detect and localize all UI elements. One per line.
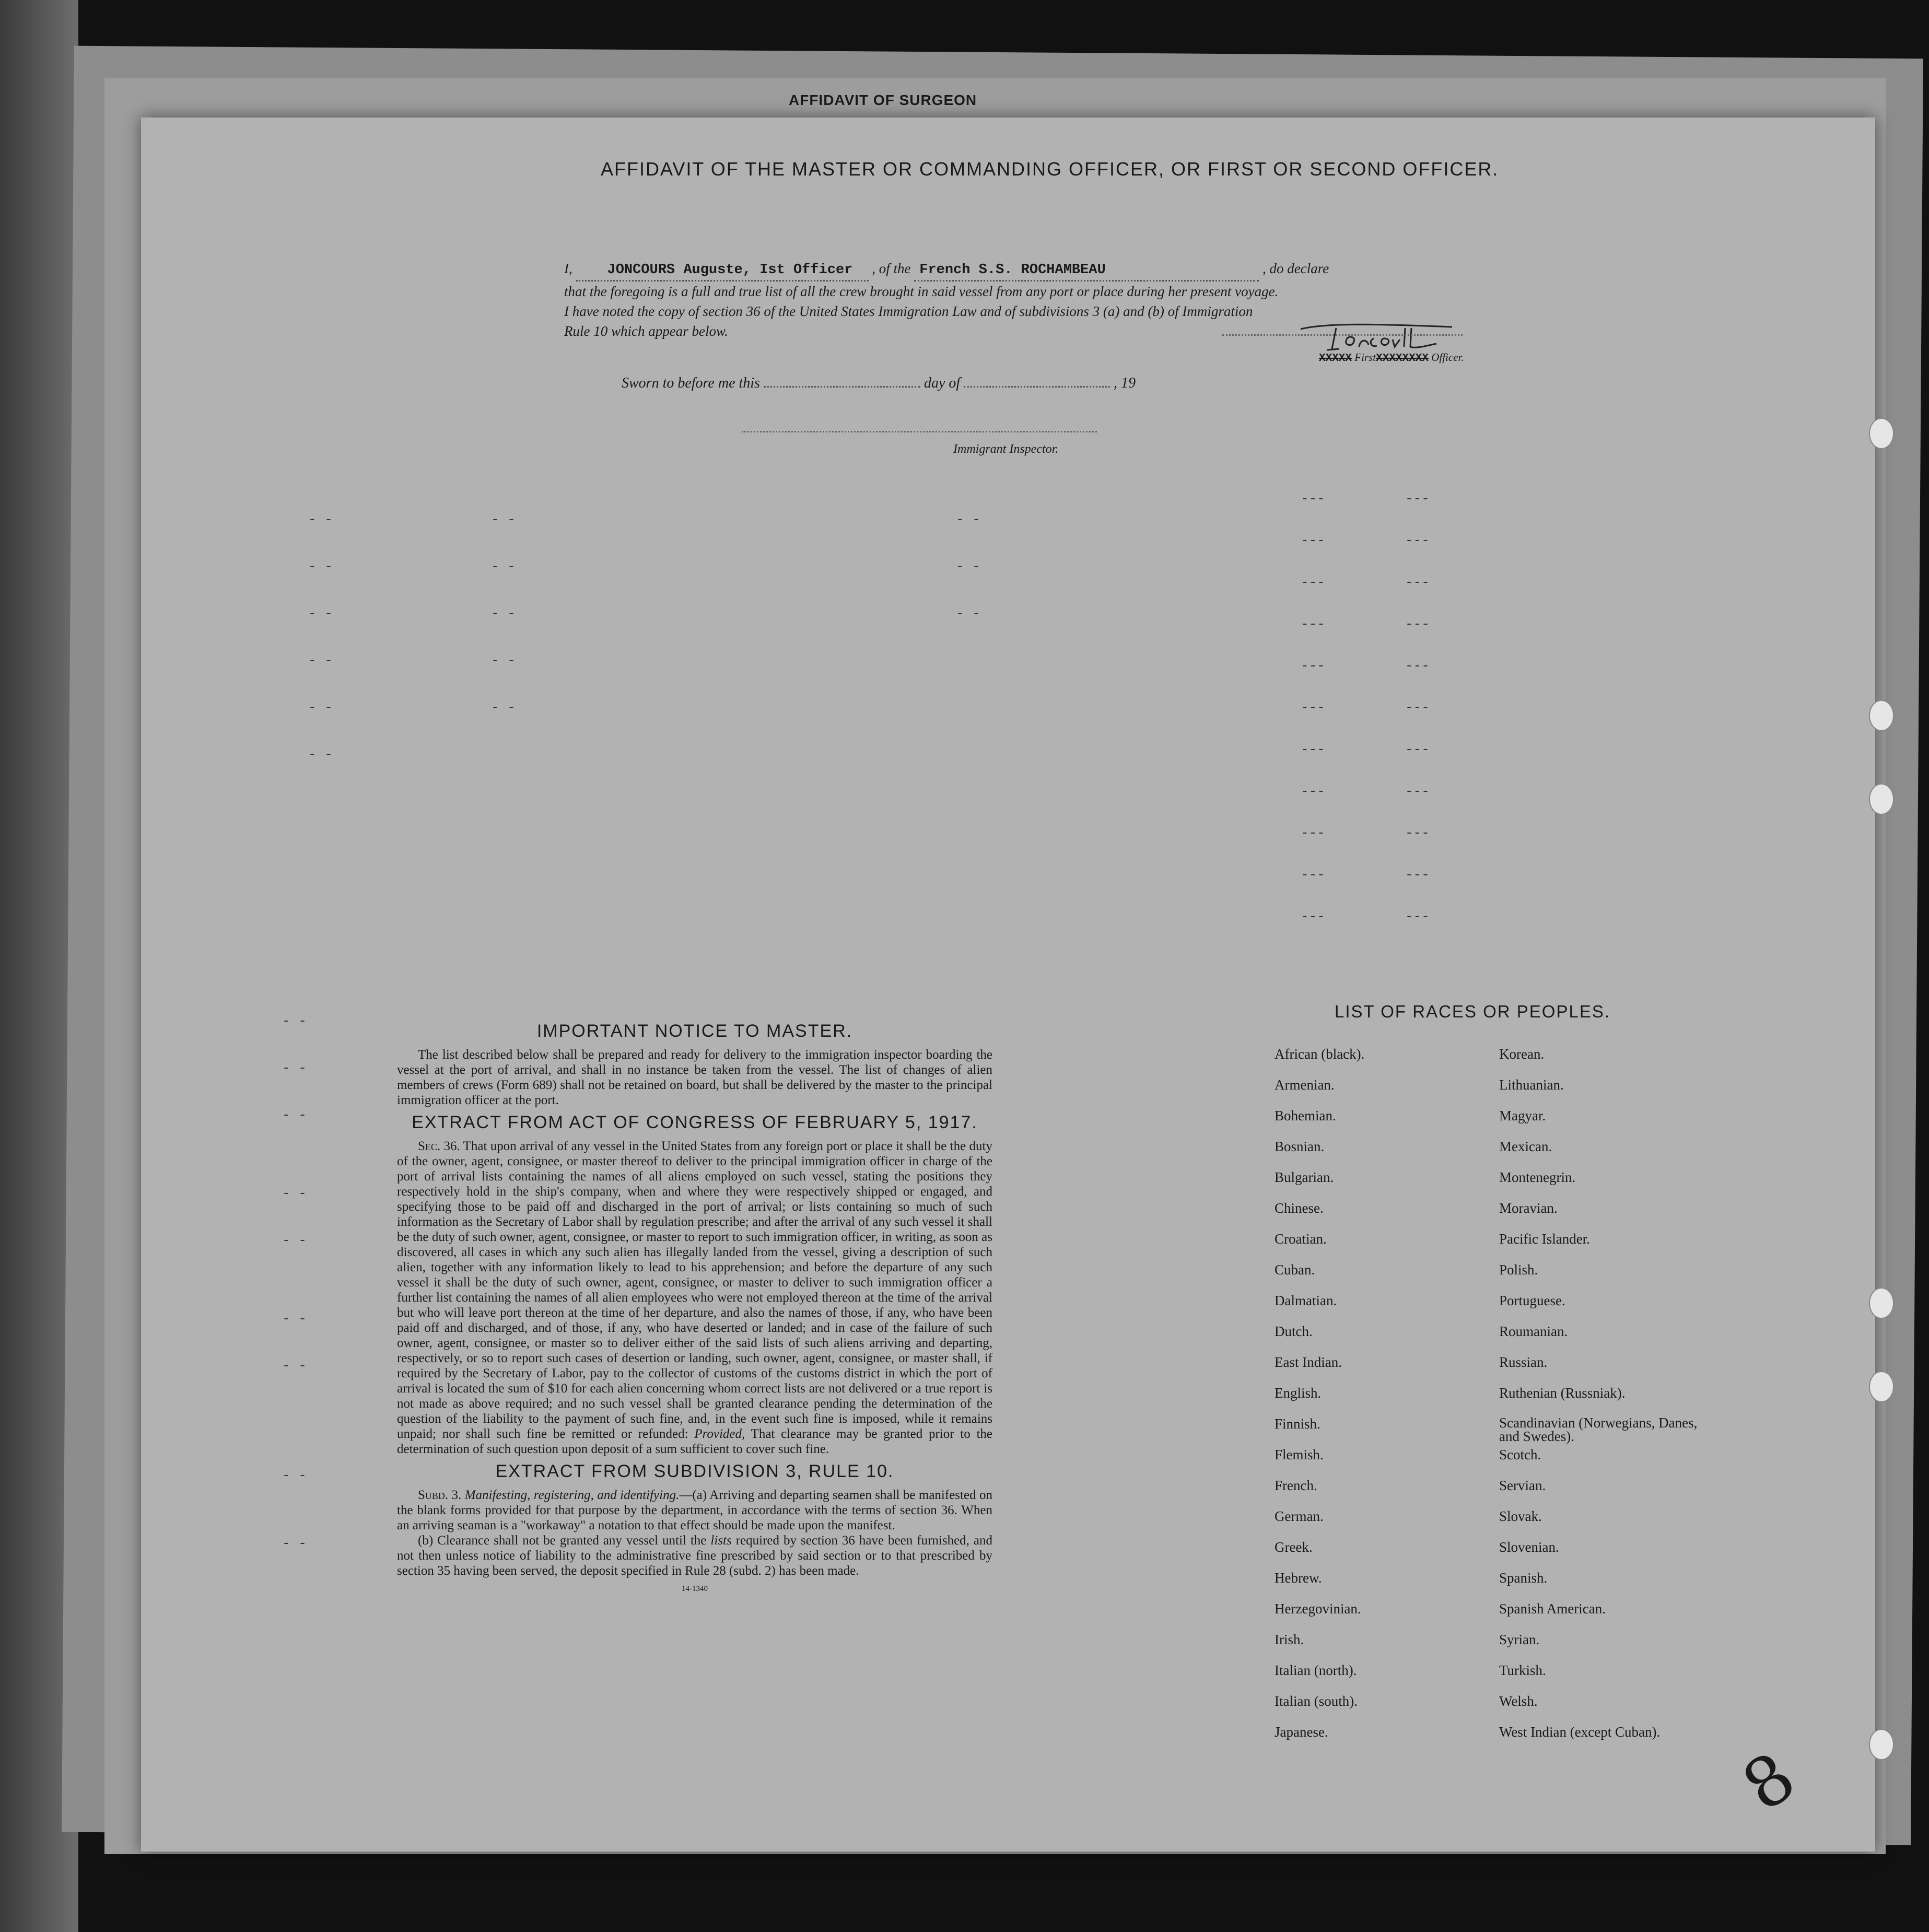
- binder-hole: [1869, 1729, 1894, 1760]
- binder-hole: [1869, 418, 1894, 449]
- race-item: Hebrew.: [1275, 1570, 1322, 1586]
- dash-mark: - -: [491, 700, 516, 716]
- notice-body: The list described below shall be prepared and ready for delivery to the immigration inspector boarding the vessel at the port of arrival, and shall in no instance be taken from the vessel. The list of changes of alien members of crews (Form 689) shall not be retained on board, but shall be delivered by the master to the principal immigration officer at the port.: [397, 1048, 992, 1107]
- dash-mark: ---: [1301, 491, 1325, 507]
- rule-para-b-lists: lists: [710, 1533, 732, 1548]
- officer-strike-1: XXXXX: [1319, 353, 1352, 365]
- dash-mark: - -: [282, 1311, 307, 1327]
- race-item: Spanish.: [1499, 1570, 1548, 1586]
- binder-hole: [1869, 1287, 1894, 1319]
- sworn-line: [622, 375, 1136, 392]
- dash-mark: ---: [1301, 783, 1325, 799]
- dash-mark: ---: [1301, 825, 1325, 841]
- dash-mark: - -: [282, 1060, 307, 1076]
- race-item: Turkish.: [1499, 1662, 1546, 1678]
- officer-strike-2: XXXXXXXX: [1376, 353, 1429, 365]
- dash-mark: - -: [491, 559, 516, 575]
- dash-mark: - -: [308, 747, 333, 763]
- dash-mark: - -: [282, 1013, 307, 1029]
- inspector-signature-line: [742, 431, 1097, 432]
- rule-para-a-text: —(a) Arriving and departing seamen shall be manifested on the blank forms provided for that purpose by the department, in accordance with the terms of section 36. When an arriving seaman is a "workaway" a notation to that effect should be made upon the manifest.: [397, 1488, 992, 1532]
- rule-subd-label: Subd. 3.: [418, 1488, 462, 1502]
- race-item: Magyar.: [1499, 1108, 1546, 1123]
- race-item: Mexican.: [1499, 1139, 1552, 1154]
- race-item: Bohemian.: [1275, 1108, 1336, 1123]
- dash-mark: - -: [308, 653, 333, 669]
- dash-mark: - -: [308, 559, 333, 575]
- race-item: Pacific Islander.: [1499, 1231, 1590, 1247]
- dash-mark: ---: [1405, 909, 1430, 924]
- dash-mark: - -: [491, 512, 516, 528]
- rule-para-b-end: required by section 36 have been furnished, and not then unless notice of liability to the administrative fine prescribed by said section or to that prescribed by section 35 having been served, the deposit specified in Rule 28 (subd. 2) has been made.: [397, 1533, 993, 1578]
- year-label: , 19: [1114, 375, 1136, 391]
- race-item: Dutch.: [1275, 1324, 1313, 1339]
- sworn-label: Sworn to before me this: [622, 375, 760, 391]
- notice-title: IMPORTANT NOTICE TO MASTER.: [536, 1021, 853, 1041]
- races-title: LIST OF RACES OR PEOPLES.: [1335, 1002, 1611, 1021]
- rule-para-b-start: (b) Clearance shall not be granted any vessel until the: [418, 1533, 707, 1548]
- dash-mark: ---: [1405, 491, 1430, 507]
- dash-mark: - -: [282, 1358, 307, 1374]
- rule-subd-italic: Manifesting, registering, and identifying.: [464, 1488, 680, 1502]
- dash-mark: - -: [956, 559, 980, 575]
- race-item: Polish.: [1499, 1262, 1538, 1278]
- signature-line: [1222, 334, 1463, 336]
- day-of-label: day of: [923, 375, 961, 391]
- race-item: Italian (south).: [1275, 1693, 1358, 1709]
- rule-para-b: [397, 1533, 992, 1578]
- officer-first-label: First: [1354, 351, 1376, 364]
- race-item: Lithuanian.: [1499, 1077, 1564, 1093]
- dash-mark: ---: [1405, 825, 1430, 841]
- dash-mark: - -: [308, 606, 333, 622]
- race-item: Montenegrin.: [1499, 1169, 1576, 1185]
- race-item: Dalmatian.: [1275, 1293, 1337, 1308]
- left-margin-dashes: [282, 1013, 345, 1640]
- dash-mark: ---: [1301, 742, 1325, 757]
- race-item: Finnish.: [1275, 1416, 1320, 1432]
- race-item: Servian.: [1499, 1478, 1546, 1493]
- races-left-column: [1275, 1046, 1494, 1755]
- race-item: Roumanian.: [1499, 1324, 1568, 1339]
- race-item: Scotch.: [1499, 1447, 1541, 1462]
- dash-mark: - -: [491, 653, 516, 669]
- declaration-line-4: Rule 10 which appear below.: [564, 323, 728, 339]
- race-item: Italian (north).: [1275, 1662, 1357, 1678]
- race-item: English.: [1275, 1385, 1322, 1401]
- dash-mark: - -: [491, 606, 516, 622]
- dash-mark: ---: [1301, 658, 1325, 674]
- do-declare-label: , do declare: [1262, 261, 1329, 276]
- races-right-column: [1499, 1046, 1718, 1755]
- race-item: Cuban.: [1275, 1262, 1315, 1278]
- race-item: Portuguese.: [1499, 1293, 1565, 1308]
- race-item: Bosnian.: [1275, 1139, 1325, 1154]
- dash-mark: - -: [282, 1536, 307, 1551]
- race-item: German.: [1275, 1508, 1324, 1524]
- sworn-day-field: [764, 376, 920, 388]
- dash-mark: ---: [1405, 783, 1430, 799]
- act-body: That upon arrival of any vessel in the United States from any foreign port or place it shall be the duty of the owner, agent, consignee, or master thereof to deliver to the principal immigration officer in charge of the port of arrival lists containing the names of all aliens employed on such vessel, stating the positions they respectively hold in the ship's company, when and where they were respectively shipped or engaged, and specifying those to be paid off and discharged in the port of arrival; or lists containing so much of such information as the Secretary of Labor shall by regulation prescribe; and after the arrival of any such vessel it shall be the duty of such owner, agent, consignee, or master to report to such immigration officer, in writing, as soon as discovered, all cases in which any such alien has illegally landed from the vessel, giving a description of such alien, together with any information likely to lead to his apprehension; and before the departure of any such vessel it shall be the duty of such owner, agent, consignee, or master to deliver to such immigration officer a further list containing the names of all alien employees who were not employed thereon at the time of the arrival but who will leave port thereon at the time of her departure, and also the names of those, if any, who have been paid off and discharged, and of those, if any, who have deserted or landed; and in case of the failure of such owner, agent, consignee, or master so to deliver either of the said lists of such aliens arriving and departing, respectively, or so to report such cases of desertion or landing, such owner, agent, consignee, or master shall, if required by the Secretary of Labor, pay to the collector of customs of the customs district in which the port of arrival is located the sum of $10 for each alien concerning whom correct lists are not delivered or a true report is not made as above required; and no such vessel shall be granted clearance pending the determination of the question of the liability to the payment of such fine, and, in the event such fine is imposed, while it remains unpaid; nor shall such fine be remitted or refunded:: [397, 1139, 992, 1441]
- act-body-paragraph: [397, 1139, 992, 1457]
- dash-mark: ---: [1405, 867, 1430, 883]
- of-the-label: , of the: [872, 261, 911, 276]
- dash-mark: ---: [1301, 700, 1325, 716]
- form-number: 14-1340: [682, 1585, 708, 1593]
- vessel-name: French S.S. ROCHAMBEAU: [919, 262, 1106, 278]
- race-item: Ruthenian (Russniak).: [1499, 1385, 1626, 1401]
- race-item: Russian.: [1499, 1354, 1548, 1370]
- race-item: Herzegovinian.: [1275, 1601, 1361, 1617]
- race-item: Japanese.: [1275, 1724, 1328, 1740]
- i-label: I,: [564, 261, 572, 276]
- race-item: Welsh.: [1499, 1693, 1538, 1709]
- dash-mark: ---: [1301, 575, 1325, 590]
- notice-column: [397, 1021, 993, 1597]
- dash-mark: ---: [1301, 867, 1325, 883]
- sworn-month-field: [964, 376, 1110, 388]
- dash-mark: ---: [1301, 533, 1325, 548]
- dash-mark: - -: [956, 606, 980, 622]
- officer-name: JONCOURS Auguste, Ist Officer: [607, 262, 853, 278]
- declaration-line-2: that the foregoing is a full and true list of all the crew brought in said vessel from any port or place during her present voyage.: [564, 284, 1279, 299]
- officer-title: [1319, 351, 1464, 365]
- race-item: French.: [1275, 1478, 1317, 1493]
- rule-title: EXTRACT FROM SUBDIVISION 3, RULE 10.: [495, 1461, 894, 1481]
- race-item: East Indian.: [1275, 1354, 1342, 1370]
- officer-name-field: [576, 259, 869, 282]
- race-item: Irish.: [1275, 1632, 1304, 1647]
- race-item: Moravian.: [1499, 1200, 1558, 1216]
- dash-mark: - -: [282, 1233, 307, 1248]
- act-title: EXTRACT FROM ACT OF CONGRESS OF FEBRUARY 5, 1917.: [412, 1113, 978, 1132]
- race-item: Flemish.: [1275, 1447, 1324, 1462]
- race-item: Scandinavian (Norwegians, Danes, and Swedes).: [1499, 1415, 1698, 1444]
- vessel-field: [914, 259, 1259, 282]
- dash-mark: ---: [1405, 533, 1430, 548]
- race-item: West Indian (except Cuban).: [1499, 1724, 1661, 1740]
- race-item: Croatian.: [1275, 1231, 1327, 1247]
- document-title: AFFIDAVIT OF THE MASTER OR COMMANDING OFFICER, OR FIRST OR SECOND OFFICER.: [601, 158, 1499, 180]
- dash-mark: ---: [1405, 616, 1430, 632]
- act-provided-label: Provided,: [694, 1427, 745, 1441]
- declaration-line-3: I have noted the copy of section 36 of the United States Immigration Law and of subdivisions 3 (a) and (b) of Immigration: [564, 303, 1253, 319]
- race-item: Slovenian.: [1499, 1539, 1559, 1555]
- dash-mark: ---: [1301, 616, 1325, 632]
- officer-suffix: Officer.: [1431, 351, 1464, 364]
- dash-mark: - -: [308, 512, 333, 528]
- race-item: Chinese.: [1275, 1200, 1324, 1216]
- inspector-label: Immigrant Inspector.: [953, 442, 1059, 456]
- dash-mark: - -: [282, 1107, 307, 1123]
- race-item: Slovak.: [1499, 1508, 1542, 1524]
- dash-mark: ---: [1301, 909, 1325, 924]
- race-item: African (black).: [1275, 1046, 1365, 1062]
- dash-mark: - -: [956, 512, 980, 528]
- page-number: 8: [1728, 1737, 1809, 1826]
- binder-hole: [1869, 1371, 1894, 1402]
- race-item: Syrian.: [1499, 1632, 1540, 1647]
- dash-mark: ---: [1405, 742, 1430, 757]
- race-item: Greek.: [1275, 1539, 1313, 1555]
- act-sec-label: Sec. 36.: [418, 1139, 460, 1153]
- dash-mark: - -: [282, 1468, 307, 1483]
- dash-mark: ---: [1405, 658, 1430, 674]
- top-stamp: AFFIDAVIT OF SURGEON: [789, 92, 977, 108]
- race-item: Armenian.: [1275, 1077, 1335, 1093]
- crew-list-residue: [293, 491, 1442, 971]
- dash-mark: ---: [1405, 700, 1430, 716]
- race-item: Korean.: [1499, 1046, 1545, 1062]
- act-provided-body: That clearance may be granted prior to the determination of such question upon deposit of a sum sufficient to cover such fine.: [397, 1427, 992, 1456]
- declaration-line-1: [564, 259, 1557, 282]
- binder-hole: [1869, 783, 1894, 815]
- rule-para-a: [397, 1488, 992, 1533]
- dash-mark: - -: [282, 1186, 307, 1201]
- dash-mark: ---: [1405, 575, 1430, 590]
- binder-hole: [1869, 700, 1894, 731]
- race-item: Spanish American.: [1499, 1601, 1606, 1617]
- race-item: Bulgarian.: [1275, 1169, 1334, 1185]
- dash-mark: - -: [308, 700, 333, 716]
